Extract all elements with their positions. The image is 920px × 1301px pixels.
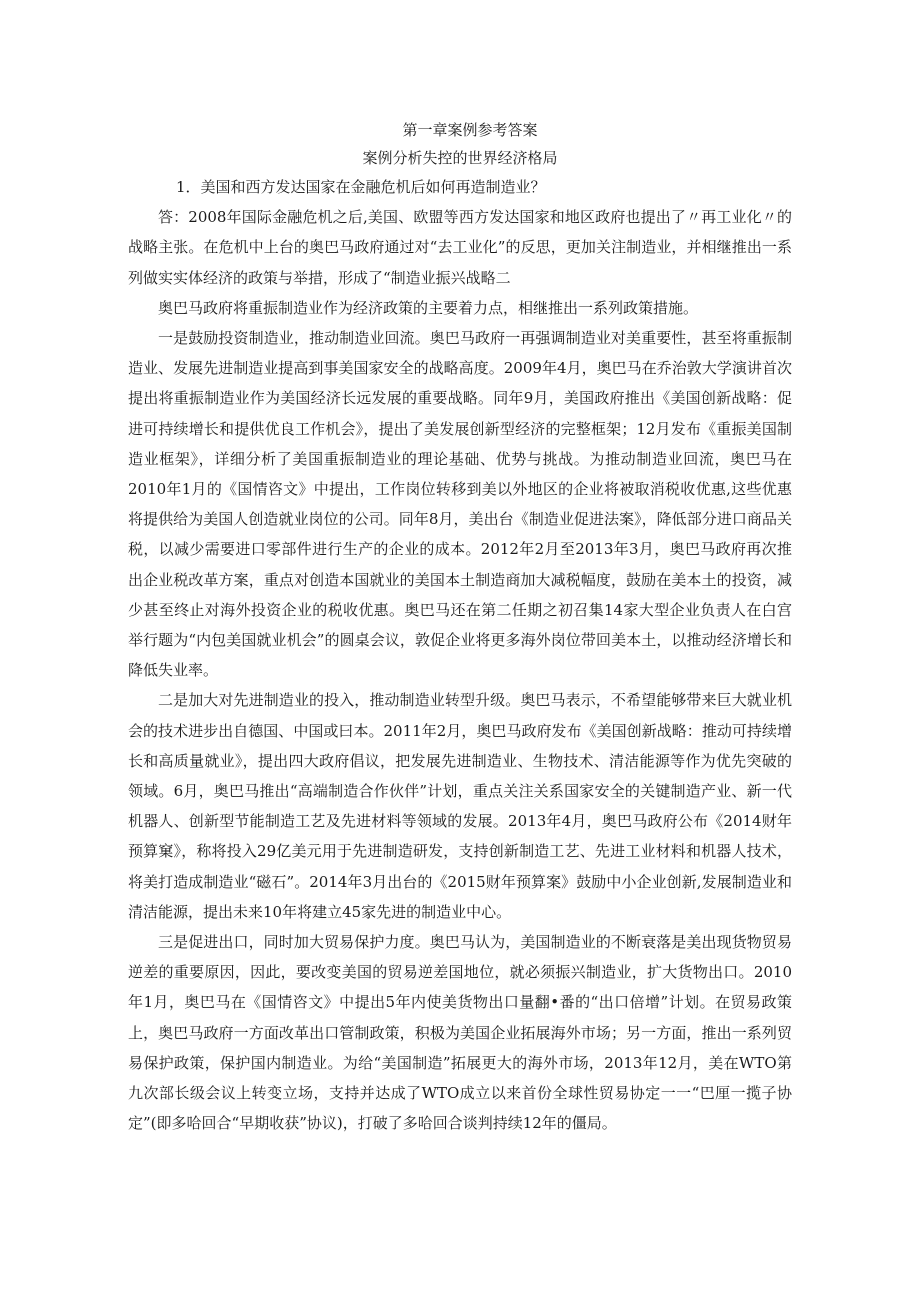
- measure-one-paragraph: 一是鼓励投资制造业，推动制造业回流。奥巴马政府一再强调制造业对美重要性，甚至将重振制造业、发展先进制造业提高到事美国家安全的战略高度。2009年4月，奥巴马在乔治敦大学演讲首次提出将重振制造业作为美国经济长远发展的重要战略。同年9月，美国政府推出《美国创新战略：促进可持续增长和提供优良工作机会》，提出了美发展创新型经济的完整框架；12月发布《重振美国制造业框架》，详细分析了美国重振制造业的理论基础、优势与挑战。为推动制造业回流，奥巴马在2010年1月的《国情咨文》中提出，工作岗位转移到美以外地区的企业将被取消税收优惠,这些优惠将提供给为美国人创造就业岗位的公司。同年8月，美出台《制造业促进法案》，降低部分进口商品关税，以减少需要进口零部件进行生产的企业的成本。2012年2月至2013年3月，奥巴马政府再次推出企业税改革方案，重点对创造本国就业的美国本土制造商加大减税幅度，鼓励在美本土的投资，减少甚至终止对海外投资企业的税收优惠。奥巴马还在第二任期之初召集14家大型企业负责人在白宫举行题为“内包美国就业机会”的圆桌会议，敦促企业将更多海外岗位带回美本土，以推动经济增长和降低失业率。: [128, 329, 792, 680]
- question-text: 1．美国和西方发达国家在金融危机后如何再造制造业？: [176, 178, 546, 196]
- document-body: [128, 116, 792, 1139]
- answer-paragraph: 答：2008年国际金融危机之后,美国、欧盟等西方发达国家和地区政府也提出了〃再工业化〃的战略主张。在危机中上台的奥巴马政府通过对“去工业化”的反思，更加关注制造业，并相继推出一系列做实实体经济的政策与举措，形成了“制造业振兴战略二: [128, 208, 792, 287]
- measure-two-paragraph: 二是加大对先进制造业的投入，推动制造业转型升级。奥巴马表示，不希望能够带来巨大就业机会的技术进步出自德国、中国或曰本。2011年2月，奥巴马政府发布《美国创新战略：推动可持续增长和高质量就业》，提出四大政府倡议，把发展先进制造业、生物技术、清洁能源等作为优先突破的领域。6月，奥巴马推出“高端制造合作伙伴”计划，重点关注关系国家安全的关键制造产业、新一代机器人、创新型节能制造工艺及先进材料等领域的发展。2013年4月，奥巴马政府公布《2014财年预算窠》，称将投入29亿美元用于先进制造研发，支持创新制造工艺、先进工业材料和机器人技术，将美打造成制造业“磁石”。2014年3月出台的《2015财年预算案》鼓励中小企业创新,发展制造业和清洁能源，提出未来10年将建立45家先进的制造业中心。: [128, 691, 792, 921]
- measure-three-paragraph: 三是促进出口，同时加大贸易保护力度。奥巴马认为，美国制造业的不断衰落是美出现货物贸易逆差的重要原因，因此，要改变美国的贸易逆差国地位，就必须振兴制造业，扩大货物出口。2010年1月，奥巴马在《国情咨文》中提出5年内使美货物出口量翻•番的“出口倍增”计划。在贸易政策上，奥巴马政府一方面改革出口管制政策，积极为美国企业拓展海外市场；另一方面，推出一系列贸易保护政策，保护国内制造业。为给“美国制造”拓展更大的海外市场，2013年12月，美在WTO第九次部长级会议上转变立场，支持并达成了WTO成立以来首份全球性贸易协定一一“巴厘一揽子协定”(即多哈回合“早期收获”协议)，打破了多哈回合谈判持续12年的僵局。: [128, 933, 792, 1133]
- policy-intro-paragraph: 奥巴马政府将重振制造业作为经济政策的主要着力点，相继推出一系列政策措施。: [158, 298, 699, 317]
- document-subtitle: 案例分析失控的世界经济格局: [362, 149, 558, 167]
- document-title: 第一章案例参考答案: [402, 121, 538, 139]
